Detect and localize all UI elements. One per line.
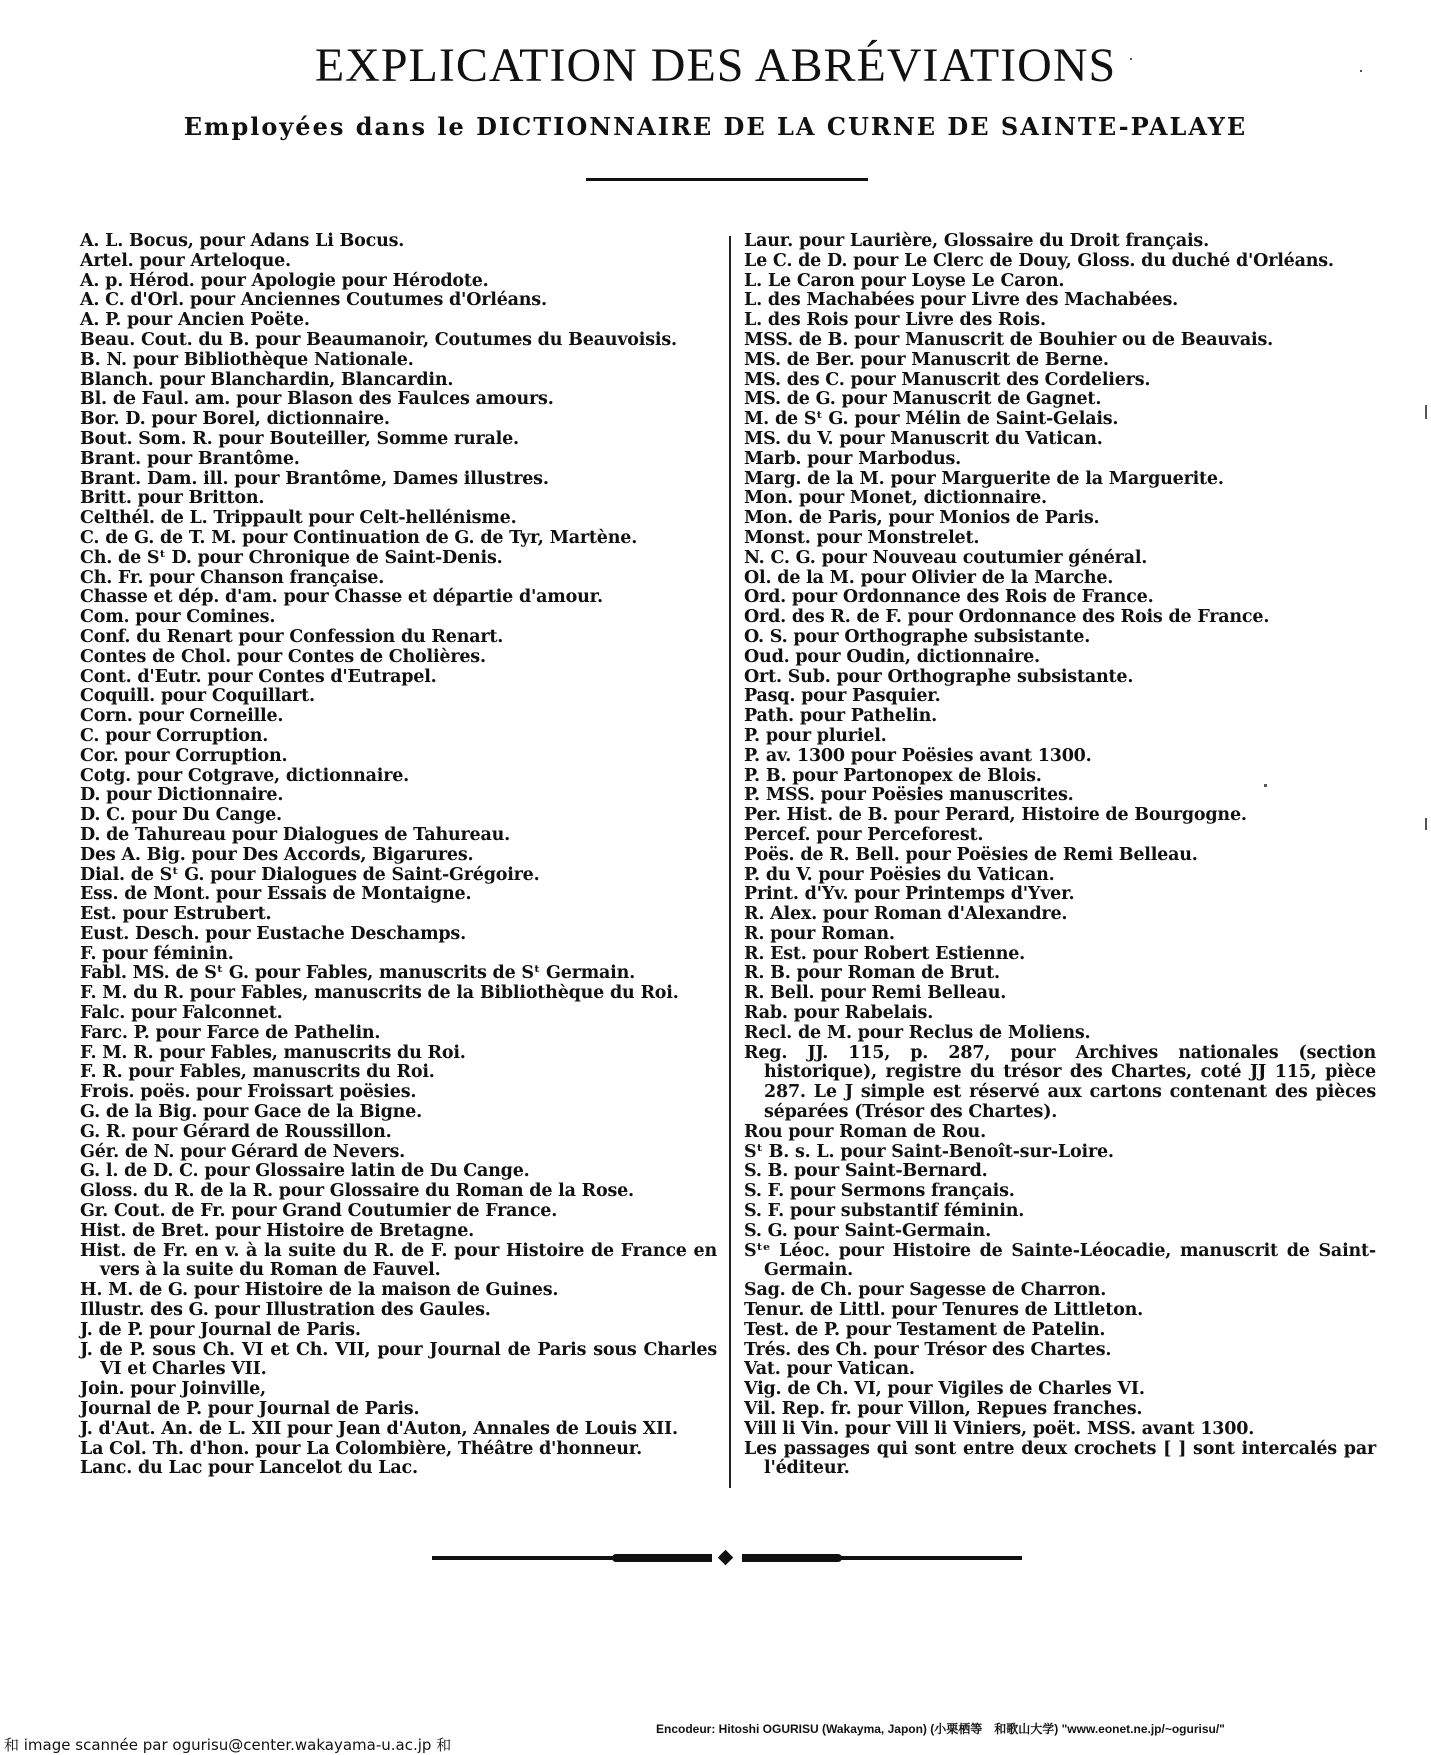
abbreviation-entry: G. de la Big. pour Gace de la Bigne. (80, 1102, 422, 1123)
abbreviation-entry: Eust. Desch. pour Eustache Deschamps. (80, 923, 466, 944)
abbreviation-entry: Marg. de la M. pour Marguerite de la Marguerite. (744, 468, 1224, 489)
abbreviation-entry: A. p. Hérod. pour Apologie pour Hérodote. (80, 270, 489, 291)
encoder-credit: Encodeur: Hitoshi OGURISU (Wakayma, Japon) (小栗栖等 和歌山大学) "www.eonet.ne.jp/~ogurisu/" (656, 1722, 1225, 1736)
abbreviation-entry: C. pour Corruption. (80, 725, 269, 746)
abbreviation-entry: Monst. pour Monstrelet. (744, 527, 980, 548)
abbreviation-entry: B. N. pour Bibliothèque Nationale. (80, 349, 414, 370)
abbreviation-entry: Frois. poës. pour Froissart poësies. (80, 1082, 417, 1103)
abbreviation-entry: Sᵗᵉ Léoc. pour Histoire de Sainte-Léocadie, manuscrit de Saint-Germain. (744, 1240, 1376, 1281)
abbreviation-column-right (744, 232, 1376, 1479)
abbreviation-entry: A. C. d'Orl. pour Anciennes Coutumes d'Orléans. (80, 290, 547, 311)
abbreviation-entry: P. B. pour Partonopex de Blois. (744, 765, 1042, 786)
abbreviation-entry: Ort. Sub. pour Orthographe subsistante. (744, 666, 1134, 687)
abbreviation-entry: P. MSS. pour Poësies manuscrites. (744, 785, 1074, 806)
abbreviation-entry: P. pour pluriel. (744, 725, 887, 746)
abbreviation-entry: Mon. de Paris, pour Monios de Paris. (744, 508, 1100, 529)
abbreviation-entry: Illustr. des G. pour Illustration des Gaules. (80, 1300, 491, 1321)
abbreviation-entry: P. av. 1300 pour Poësies avant 1300. (744, 745, 1092, 766)
title-rule (586, 178, 868, 181)
abbreviation-entry: Dial. de Sᵗ G. pour Dialogues de Saint-Grégoire. (80, 864, 540, 885)
abbreviation-entry: L. des Rois pour Livre des Rois. (744, 310, 1046, 331)
abbreviation-entry: F. pour féminin. (80, 943, 234, 964)
abbreviation-entry: Corn. pour Corneille. (80, 706, 284, 727)
scan-speck (1264, 784, 1267, 787)
abbreviation-entry: Hist. de Bret. pour Histoire de Bretagne. (80, 1220, 475, 1241)
abbreviation-entry: Coquill. pour Coquillart. (80, 686, 315, 707)
abbreviation-entry: Tenur. de Littl. pour Tenures de Littleton. (744, 1300, 1143, 1321)
abbreviation-entry: Farc. P. pour Farce de Pathelin. (80, 1022, 381, 1043)
page-title: EXPLICATION DES ABRÉVIATIONS (314, 39, 1117, 92)
abbreviation-entry: MSS. de B. pour Manuscrit de Bouhier ou de Beauvais. (744, 329, 1274, 350)
abbreviation-entry: Gr. Cout. de Fr. pour Grand Coutumier de France. (80, 1201, 558, 1222)
abbreviation-entry: Les passages qui sont entre deux crochets [ ] sont intercalés par l'éditeur. (744, 1438, 1376, 1479)
abbreviation-entry: R. B. pour Roman de Brut. (744, 963, 1000, 984)
abbreviation-entry: Journal de P. pour Journal de Paris. (80, 1399, 420, 1420)
abbreviation-entry: Test. de P. pour Testament de Patelin. (744, 1319, 1106, 1340)
abbreviation-entry: Falc. pour Falconnet. (80, 1003, 283, 1024)
column-divider (729, 236, 731, 1488)
abbreviation-entry: R. Alex. pour Roman d'Alexandre. (744, 904, 1068, 925)
abbreviation-entry: Celthél. de L. Trippault pour Celt-hellénisme. (80, 508, 517, 529)
abbreviation-entry: O. S. pour Orthographe subsistante. (744, 626, 1091, 647)
abbreviation-entry: Contes de Chol. pour Contes de Cholières. (80, 646, 486, 667)
abbreviation-entry: Pasq. pour Pasquier. (744, 686, 941, 707)
abbreviation-entry: Sᵗ B. s. L. pour Saint-Benoît-sur-Loire. (744, 1141, 1114, 1162)
abbreviation-entry: Brant. pour Brantôme. (80, 448, 300, 469)
abbreviation-entry: Rab. pour Rabelais. (744, 1003, 934, 1024)
abbreviation-entry: MS. de Ber. pour Manuscrit de Berne. (744, 349, 1109, 370)
abbreviation-entry: J. de P. sous Ch. VI et Ch. VII, pour Journal de Paris sous Charles VI et Charles VII. (80, 1339, 717, 1380)
abbreviation-entry: Com. pour Comines. (80, 607, 276, 628)
abbreviation-entry: MS. de G. pour Manuscrit de Gagnet. (744, 389, 1102, 410)
abbreviation-entry: H. M. de G. pour Histoire de la maison de Guines. (80, 1280, 559, 1301)
abbreviation-entry: Vil. Rep. fr. pour Villon, Repues franches. (744, 1399, 1143, 1420)
abbreviation-entry: Cor. pour Corruption. (80, 745, 288, 766)
abbreviation-entry: Mon. pour Monet, dictionnaire. (744, 488, 1047, 509)
abbreviation-entry: Rou pour Roman de Rou. (744, 1121, 986, 1142)
abbreviation-entry: D. de Tahureau pour Dialogues de Tahureau. (80, 824, 511, 845)
abbreviation-entry: Est. pour Estrubert. (80, 904, 272, 925)
abbreviation-entry: Cont. d'Eutr. pour Contes d'Eutrapel. (80, 666, 437, 687)
abbreviation-entry: C. de G. de T. M. pour Continuation de G. de Tyr, Martène. (80, 527, 638, 548)
scan-speck (1425, 405, 1427, 419)
abbreviation-entry: Ord. pour Ordonnance des Rois de France. (744, 587, 1154, 608)
scan-credit: 和 image scannée par ogurisu@center.wakayama-u.ac.jp 和 (4, 1736, 452, 1754)
abbreviation-entry: Chasse et dép. d'am. pour Chasse et départie d'amour. (80, 587, 603, 608)
abbreviation-column-left (80, 232, 717, 1479)
abbreviation-entry: Marb. pour Marbodus. (744, 448, 962, 469)
abbreviation-entry: Print. d'Yv. pour Printemps d'Yver. (744, 884, 1075, 905)
abbreviation-entry: R. pour Roman. (744, 923, 895, 944)
ornamental-rule (432, 1552, 1022, 1564)
abbreviation-entry: Per. Hist. de B. pour Perard, Histoire de Bourgogne. (744, 805, 1247, 826)
page-subtitle: Employées dans le DICTIONNAIRE DE LA CURNE DE SAINTE-PALAYE (183, 112, 1248, 141)
abbreviation-entry: M. de Sᵗ G. pour Mélin de Saint-Gelais. (744, 409, 1119, 430)
scan-speck (1425, 818, 1427, 830)
abbreviation-entry: Vig. de Ch. VI, pour Vigiles de Charles VI. (744, 1379, 1145, 1400)
abbreviation-entry: Ch. Fr. pour Chanson française. (80, 567, 385, 588)
abbreviation-entry: Path. pour Pathelin. (744, 706, 938, 727)
abbreviation-entry: F. M. du R. pour Fables, manuscrits de la Bibliothèque du Roi. (80, 983, 679, 1004)
abbreviation-entry: Beau. Cout. du B. pour Beaumanoir, Coutumes du Beauvoisis. (80, 329, 677, 350)
abbreviation-entry: Laur. pour Laurière, Glossaire du Droit français. (744, 231, 1209, 251)
abbreviation-entry: Hist. de Fr. en v. à la suite du R. de F. pour Histoire de France en vers à la suite du Roman de Fauvel. (80, 1240, 717, 1281)
abbreviation-entry: Ord. des R. de F. pour Ordonnance des Rois de France. (744, 607, 1270, 628)
abbreviation-entry: D. C. pour Du Cange. (80, 805, 282, 826)
abbreviation-entry: Lanc. du Lac pour Lancelot du Lac. (80, 1458, 418, 1479)
abbreviation-entry: F. R. pour Fables, manuscrits du Roi. (80, 1062, 435, 1083)
abbreviation-entry: Bor. D. pour Borel, dictionnaire. (80, 409, 390, 430)
abbreviation-entry: Ess. de Mont. pour Essais de Montaigne. (80, 884, 472, 905)
abbreviation-entry: A. P. pour Ancien Poëte. (80, 310, 310, 331)
abbreviation-entry: Bl. de Faul. am. pour Blason des Faulces amours. (80, 389, 554, 410)
abbreviation-entry: Trés. des Ch. pour Trésor des Chartes. (744, 1339, 1112, 1360)
abbreviation-entry: S. F. pour Sermons français. (744, 1181, 1015, 1202)
abbreviation-entry: Poës. de R. Bell. pour Poësies de Remi Belleau. (744, 844, 1198, 865)
abbreviation-entry: La Col. Th. d'hon. pour La Colombière, Théâtre d'honneur. (80, 1438, 643, 1459)
diamond-ornament-icon (718, 1550, 734, 1566)
abbreviation-entry: G. l. de D. C. pour Glossaire latin de Du Cange. (80, 1161, 530, 1182)
abbreviation-entry: Artel. pour Arteloque. (80, 250, 291, 271)
abbreviation-entry: S. F. pour substantif féminin. (744, 1201, 1025, 1222)
abbreviation-entry: N. C. G. pour Nouveau coutumier général. (744, 547, 1148, 568)
abbreviation-entry: Gloss. du R. de la R. pour Glossaire du Roman de la Rose. (80, 1181, 634, 1202)
abbreviation-entry: Percef. pour Perceforest. (744, 824, 984, 845)
abbreviation-entry: Gér. de N. pour Gérard de Nevers. (80, 1141, 405, 1162)
abbreviation-entry: Vill li Vin. pour Vill li Viniers, poët. MSS. avant 1300. (744, 1418, 1255, 1439)
abbreviation-entry: R. Bell. pour Remi Belleau. (744, 983, 1007, 1004)
abbreviation-entry: Fabl. MS. de Sᵗ G. pour Fables, manuscrits de Sᵗ Germain. (80, 963, 636, 984)
abbreviation-entry: Vat. pour Vatican. (744, 1359, 915, 1380)
abbreviation-entry: Brant. Dam. ill. pour Brantôme, Dames illustres. (80, 468, 549, 489)
scan-speck (1130, 58, 1132, 60)
abbreviation-entry: L. des Machabées pour Livre des Machabées. (744, 290, 1178, 311)
abbreviation-entry: Reg. JJ. 115, p. 287, pour Archives nationales (section historique), registre du trésor des Chartes, coté JJ 115, pièce 287. Le J simple est réservé aux cartons contenant des pièces séparées (Trésor des Chartes). (744, 1042, 1376, 1123)
abbreviation-entry: Oud. pour Oudin, dictionnaire. (744, 646, 1040, 667)
abbreviation-entry: S. B. pour Saint-Bernard. (744, 1161, 988, 1182)
abbreviation-entry: Recl. de M. pour Reclus de Moliens. (744, 1022, 1091, 1043)
abbreviation-entry: Join. pour Joinville, (80, 1379, 266, 1400)
abbreviation-entry: Des A. Big. pour Des Accords, Bigarures. (80, 844, 474, 865)
abbreviation-entry: Cotg. pour Cotgrave, dictionnaire. (80, 765, 410, 786)
abbreviation-entry: L. Le Caron pour Loyse Le Caron. (744, 270, 1065, 291)
abbreviation-entry: Conf. du Renart pour Confession du Renart. (80, 626, 504, 647)
abbreviation-entry: Bout. Som. R. pour Bouteiller, Somme rurale. (80, 428, 519, 449)
abbreviation-entry: S. G. pour Saint-Germain. (744, 1220, 991, 1241)
abbreviation-entry: Sag. de Ch. pour Sagesse de Charron. (744, 1280, 1107, 1301)
abbreviation-entry: J. d'Aut. An. de L. XII pour Jean d'Auton, Annales de Louis XII. (80, 1418, 678, 1439)
abbreviation-entry: Blanch. pour Blanchardin, Blancardin. (80, 369, 454, 390)
abbreviation-entry: Ol. de la M. pour Olivier de la Marche. (744, 567, 1114, 588)
abbreviation-entry: MS. des C. pour Manuscrit des Cordeliers. (744, 369, 1151, 390)
abbreviation-entry: J. de P. pour Journal de Paris. (80, 1319, 361, 1340)
abbreviation-entry: G. R. pour Gérard de Roussillon. (80, 1121, 392, 1142)
abbreviation-entry: R. Est. pour Robert Estienne. (744, 943, 1026, 964)
abbreviation-entry: Le C. de D. pour Le Clerc de Douy, Gloss. du duché d'Orléans. (744, 250, 1334, 271)
abbreviation-entry: Britt. pour Britton. (80, 488, 265, 509)
abbreviation-entry: D. pour Dictionnaire. (80, 785, 284, 806)
abbreviation-entry: A. L. Bocus, pour Adans Li Bocus. (80, 231, 405, 251)
scan-speck (1360, 70, 1362, 72)
abbreviation-entry: Ch. de Sᵗ D. pour Chronique de Saint-Denis. (80, 547, 503, 568)
abbreviation-entry: P. du V. pour Poësies du Vatican. (744, 864, 1055, 885)
abbreviation-entry: F. M. R. pour Fables, manuscrits du Roi. (80, 1042, 466, 1063)
abbreviation-entry: MS. du V. pour Manuscrit du Vatican. (744, 428, 1103, 449)
